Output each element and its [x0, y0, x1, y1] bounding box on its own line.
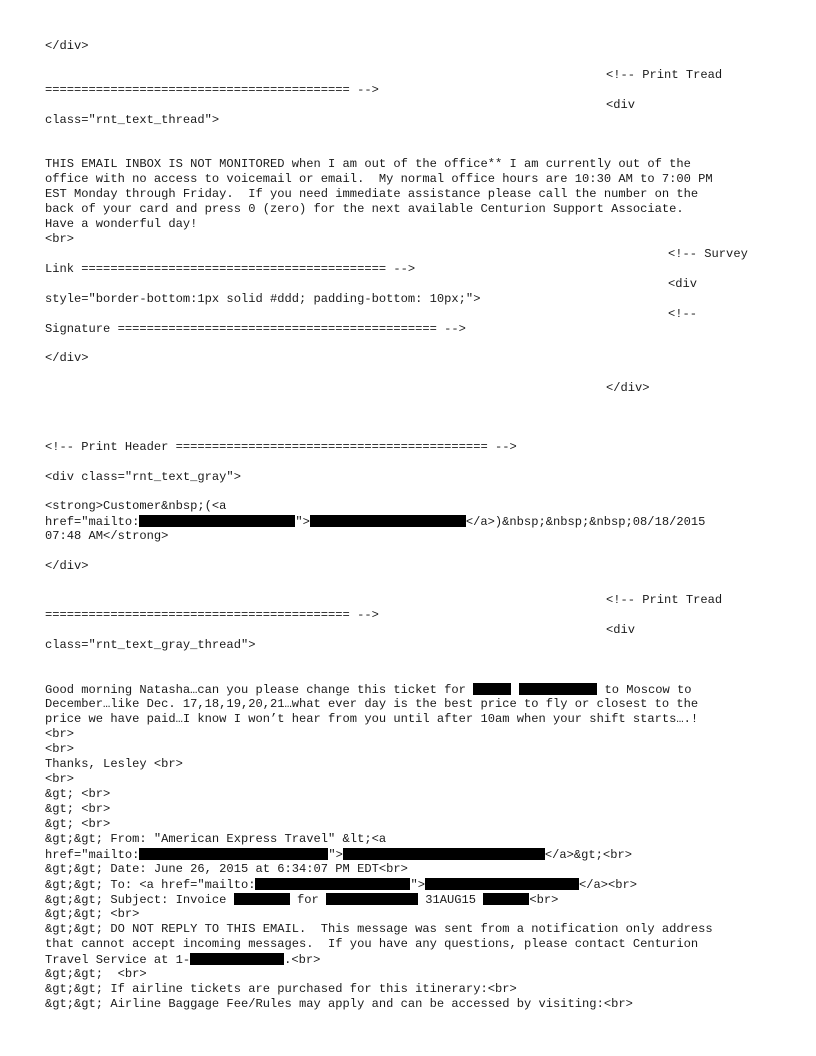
out-of-office-line: Have a wonderful day!: [45, 217, 198, 231]
customer-mailto-line: href="mailto: "> </a>)&nbsp;&nbsp;&nbsp;08/18/2015: [45, 515, 706, 529]
div-class-line: class="rnt_text_gray_thread">: [45, 638, 256, 652]
quote-line: &gt;&gt; <br>: [45, 907, 140, 921]
br-tag-line: <br>: [45, 772, 75, 786]
br-tag-line: <br>: [45, 742, 75, 756]
br-tag-line: <br>: [45, 232, 75, 246]
timestamp-line: 07:48 AM</strong>: [45, 529, 169, 543]
div-class-line: class="rnt_text_thread">: [45, 113, 220, 127]
redaction-block: [326, 893, 418, 905]
div-open-line: <div: [606, 623, 636, 637]
redaction-block: [343, 848, 545, 860]
from-mailto-line: href="mailto: "> </a>&gt;<br>: [45, 848, 632, 862]
survey-comment: <!-- Survey: [668, 247, 748, 261]
no-reply-line: Travel Service at 1- .<br>: [45, 953, 321, 967]
date-line: &gt;&gt; Date: June 26, 2015 at 6:34:07 PM EDT<br>: [45, 862, 408, 876]
quote-line: &gt; <br>: [45, 802, 111, 816]
print-tread-comment: <!-- Print Tread: [606, 68, 723, 82]
div-close-line: </div>: [606, 381, 650, 395]
redaction-block: [139, 515, 295, 527]
redaction-block: [425, 878, 579, 890]
survey-comment-end: Link ========================================== -->: [45, 262, 416, 276]
message-line: Good morning Natasha…can you please change this ticket for to Moscow to: [45, 683, 692, 697]
redaction-block: [139, 848, 328, 860]
quote-line: &gt; <br>: [45, 817, 111, 831]
print-tread-comment-end: ========================================== -->: [45, 83, 379, 97]
redaction-block: [234, 893, 290, 905]
redaction-block: [310, 515, 466, 527]
subject-line: &gt;&gt; Subject: Invoice for 31AUG15 <br>: [45, 893, 559, 907]
redaction-block: [255, 878, 410, 890]
style-line: style="border-bottom:1px solid #ddd; padding-bottom: 10px;">: [45, 292, 481, 306]
div-open-line: <div: [606, 98, 636, 112]
no-reply-line: &gt;&gt; DO NOT REPLY TO THIS EMAIL. This message was sent from a notification only address: [45, 922, 713, 936]
strong-customer-line: <strong>Customer&nbsp;(<a: [45, 499, 227, 513]
br-tag-line: <br>: [45, 727, 75, 741]
message-line: price we have paid…I know I won’t hear from you until after 10am when your shift starts….!: [45, 712, 699, 726]
div-close-line: </div>: [45, 39, 89, 53]
to-line: &gt;&gt; To: <a href="mailto: "> </a><br>: [45, 878, 638, 892]
signature-comment: <!--: [668, 307, 698, 321]
quote-line: &gt; <br>: [45, 787, 111, 801]
div-close-line: </div>: [45, 351, 89, 365]
signoff-line: Thanks, Lesley <br>: [45, 757, 183, 771]
redaction-block: [483, 893, 529, 905]
print-tread-comment: <!-- Print Tread: [606, 593, 723, 607]
out-of-office-line: office with no access to voicemail or email. My normal office hours are 10:30 AM to 7:00 PM: [45, 172, 713, 186]
airline-line: &gt;&gt; If airline tickets are purchased for this itinerary:<br>: [45, 982, 517, 996]
div-close-line: </div>: [45, 559, 89, 573]
out-of-office-line: back of your card and press 0 (zero) for the next available Centurion Support Associate.: [45, 202, 684, 216]
quote-line: &gt;&gt; <br>: [45, 967, 147, 981]
redaction-block: [473, 683, 511, 695]
print-tread-comment-end: ========================================== -->: [45, 608, 379, 622]
redaction-block: [190, 953, 284, 965]
no-reply-line: that cannot accept incoming messages. If you have any questions, please contact Centurion: [45, 937, 699, 951]
div-gray-line: <div class="rnt_text_gray">: [45, 470, 241, 484]
redaction-block: [519, 683, 597, 695]
from-line: &gt;&gt; From: "American Express Travel" &lt;<a: [45, 832, 387, 846]
airline-line: &gt;&gt; Airline Baggage Fee/Rules may apply and can be accessed by visiting:<br>: [45, 997, 633, 1011]
out-of-office-line: THIS EMAIL INBOX IS NOT MONITORED when I am out of the office** I am currently out of the: [45, 157, 691, 171]
signature-comment-end: Signature ============================================ -->: [45, 322, 466, 336]
div-open-line: <div: [668, 277, 698, 291]
out-of-office-line: EST Monday through Friday. If you need immediate assistance please call the number on the: [45, 187, 699, 201]
print-header-comment: <!-- Print Header =========================================== -->: [45, 440, 517, 454]
message-line: December…like Dec. 17,18,19,20,21…what ever day is the best price to fly or closest to the: [45, 697, 699, 711]
